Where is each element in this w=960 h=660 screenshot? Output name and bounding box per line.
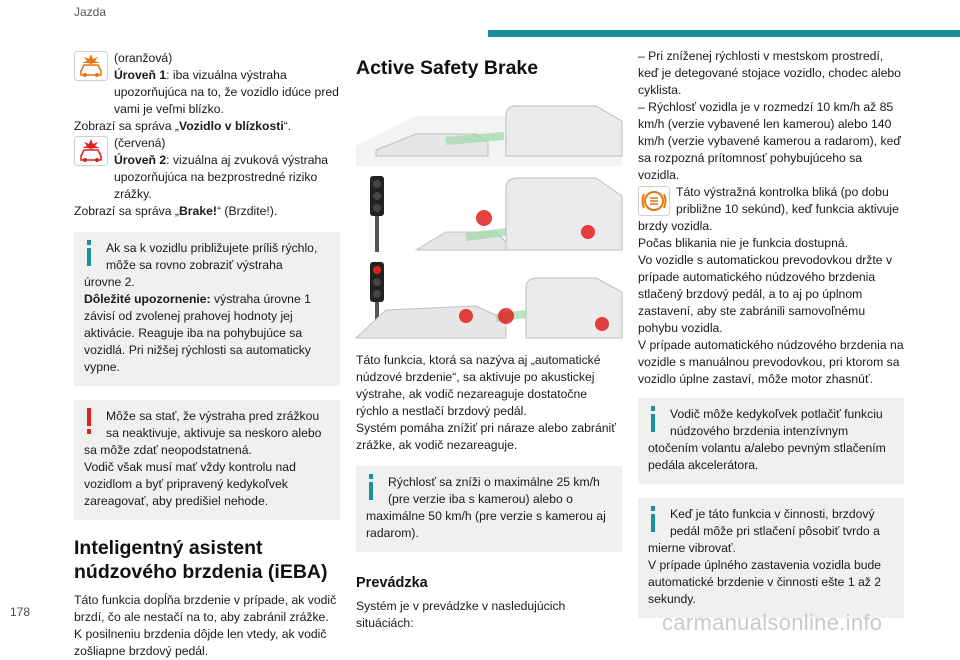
info-box-brake-pedal: Keď je táto funkcia v činnosti, brzdový pedál môže pri stlačení pôsobiť tvrdo a mierne vibrovať. V prípade úplného zastavenia vozidla bude automatické brzdenie v činnosti ešte 1 až 2 sekundy. [638, 498, 904, 618]
info-icon [364, 474, 378, 500]
collision-warning-red-icon [74, 136, 108, 166]
info-icon [646, 406, 660, 432]
info-box-override: Vodič môže kedykoľvek potlačiť funkciu núdzového brzdenia intenzívnym otočením volantu a/alebo pevným stlačením pedála akcelerátora. [638, 398, 904, 484]
operation-paragraph: Systém je v prevádzke v nasledujúcich situáciách: [356, 599, 566, 630]
info-icon [82, 240, 96, 266]
column-left [74, 50, 340, 660]
column-right [638, 48, 904, 618]
automatic-gearbox-paragraph: Vo vozidle s automatickou prevodovkou držte v prípade automatického núdzového brzdenia stlačený brzdový pedál, a to aj po úplnom zastavení, aby ste zabránili samovoľnému pohybu vozidla. [638, 253, 893, 335]
column-middle [356, 56, 622, 632]
warning-box-collision: Môže sa stať, že výstraha pred zrážkou sa neaktivuje, aktivuje sa neskoro alebo sa môže zdať neopodstatnená. Vodič však musí mať vždy kontrolu nad vozidlom a byť pripravený kedykoľvek zareagovať, aby predišiel nehode. [74, 400, 340, 520]
level2-desc: Úroveň 2: vizuálna aj zvuková výstraha upozorňujúca na bezprostredné riziko zrážky. [114, 153, 329, 201]
iEBA-heading: Inteligentný asistent núdzového brzdenia (iEBA) [74, 537, 328, 583]
asb-paragraph-1: Táto funkcia, ktorá sa nazýva aj „automatické núdzové brzdenie“, sa aktivuje po akustickej výstrahe, ak vodič nezareaguje dostatočne rýchlo a nestlačí brzdový pedál. [356, 353, 601, 418]
level2-block [74, 135, 340, 203]
level2-message: Zobrazí sa správa „Brake!“ (Brzdite!). [74, 204, 278, 218]
collision-warning-orange-icon [74, 51, 108, 81]
running-header: Jazda [74, 5, 107, 19]
info-box-warning-level: Ak sa k vozidlu približujete príliš rýchlo, môže sa rovno zobraziť výstraha úrovne 2. Dôležité upozornenie: výstraha úrovne 1 závisí od zvolenej prahovej hodnoty jej aktivácie. Reaguje iba na pohybujúce sa vozidlá. Pri nižšej rýchlosti sa automaticky vypne. [74, 232, 340, 386]
iEBA-paragraph: Táto funkcia dopĺňa brzdenie v prípade, ak vodič brzdí, čo ale nestačí na to, aby zabránil zrážke. K posilneniu brzdenia dôjde len vtedy, ak vodič zošliapne brzdový pedál. [74, 593, 337, 658]
level1-color-note: (oranžová) [114, 51, 173, 65]
level1-desc: Úroveň 1: iba vizuálna výstraha upozorňujúca na to, že vozidlo idúce pred vami je veľmi blízko. [114, 68, 339, 116]
manual-gearbox-paragraph: V prípade automatického núdzového brzdenia na vozidle s manuálnou prevodovkou, pri ktorom sa vozidlo úplne zastaví, môže motor zhasnúť. [638, 338, 904, 386]
level1-block [74, 50, 340, 118]
exclamation-icon [82, 408, 96, 434]
illustration-orange-alert [356, 172, 622, 252]
info-box-speed-reduction: Rýchlosť sa zníži o maximálne 25 km/h (pre verzie iba s kamerou) alebo o maximálne 50 km/h (pre verzie s kamerou aj radarom). [356, 466, 622, 552]
warning-lamp-paragraph: Táto výstražná kontrolka bliká (po dobu približne 10 sekúnd), keď funkcia aktivuje brzdy vozidla. [638, 185, 899, 233]
page-number: 178 [10, 605, 31, 619]
brake-warning-lamp-icon [638, 186, 670, 216]
bullet-speed-range: – Rýchlosť vozidla je v rozmedzí 10 km/h až 85 km/h (verzie vybavené len kamerou) alebo 140 km/h (verzie vybavené kamerou a radarom), keď sa rozpozná prítomnosť pohybujúceho sa vozidla. [638, 100, 901, 182]
level2-color-note: (červená) [114, 136, 166, 150]
header-accent-bar [488, 30, 960, 37]
asb-paragraph-2: Systém pomáha znížiť pri náraze alebo zabrániť zrážke, ak vodič nezareaguje. [356, 421, 616, 452]
blink-paragraph: Počas blikania nie je funkcia dostupná. [638, 236, 849, 250]
level1-message: Zobrazí sa správa „Vozidlo v blízkosti“. [74, 119, 292, 133]
operation-subheading: Prevádzka [356, 575, 428, 591]
illustration-red-alert [356, 258, 622, 338]
bullet-urban: – Pri zníženej rýchlosti v mestskom prostredí, keď je detegované stojace vozidlo, chodec alebo cyklista. [638, 49, 901, 97]
active-safety-brake-heading: Active Safety Brake [356, 57, 539, 79]
illustration-car-approach [356, 86, 622, 166]
watermark: carmanualsonline.info [662, 610, 883, 635]
info-icon [646, 506, 660, 532]
